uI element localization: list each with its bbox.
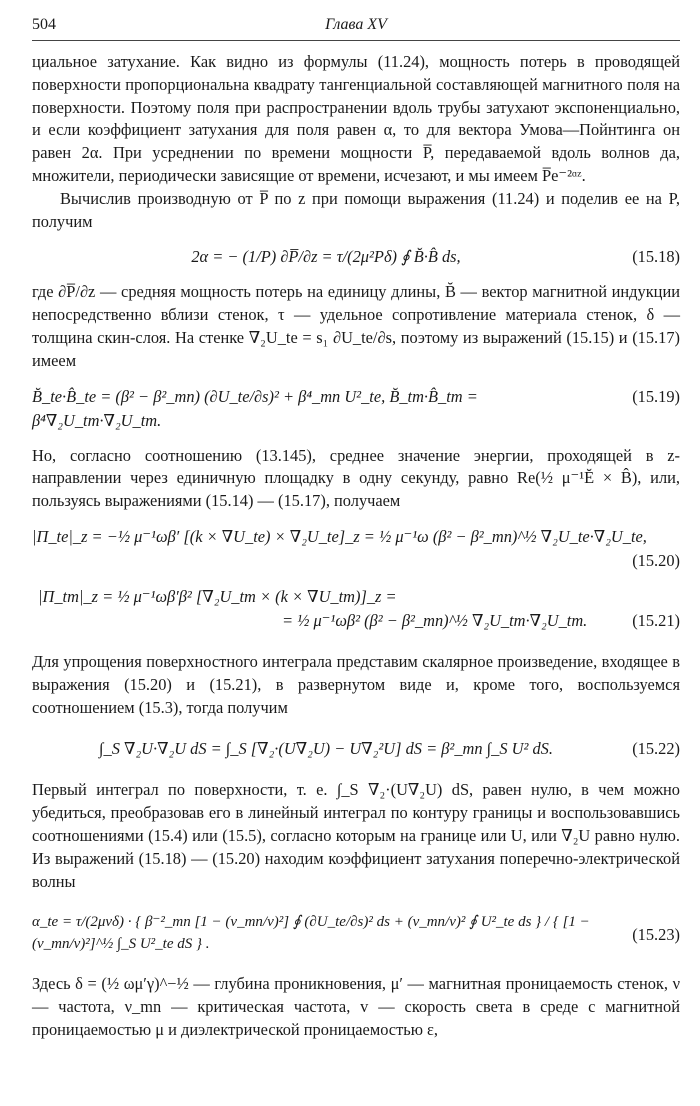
equation-number: (15.23) — [632, 925, 680, 945]
chapter-title: Глава XV — [325, 16, 387, 33]
equation-15-20 — [32, 525, 680, 573]
equation-body: ∫_S ∇₂U·∇₂U dS = ∫_S [∇₂·(U∇₂U) − U∇₂²U] dS = β²_mn ∫_S U² dS. — [99, 739, 553, 759]
equation-body: 2α = − (1/P) ∂P̅/∂z = τ/(2μ²Pδ) ∮ B̆·B̂ ds, — [191, 247, 461, 267]
running-header — [32, 14, 680, 41]
equation-body: B̆_te·B̂_te = (β² − β²_mn) (∂U_te/∂s)² + β⁴_mn U²_te, B̆_tm·B̂_tm = β⁴∇₂U_tm·∇₂U_tm. — [32, 386, 478, 430]
equation-15-23 — [32, 911, 680, 955]
paragraph-3: где ∂P̅/∂z — средняя мощность потерь на единицу длины, B̆ — вектор магнитной индукции непосредственно вблизи стенок, τ — удельное сопротивление материала стенок, δ — толщина скин-слоя. На стенке ∇₂U_te = s₁ ∂U_te/∂s, поэтому из выражений (15.15) и (15.17) имеем — [32, 282, 680, 370]
paragraph-6: Первый интеграл по поверхности, т. е. ∫_S ∇₂·(U∇₂U) dS, равен нулю, в чем можно убедиться, преобразовав его в линейный интеграл по контуру границы и воспользовавшись соотношениями (15.4) или (15.5), согласно которым на границе или U, или ∇₂U равно нулю. Из выражений (15.18) — (15.20) находим коэффициент затухания поперечно-электрической волны — [32, 780, 680, 891]
equation-15-18 — [32, 245, 680, 269]
page-number: 504 — [32, 16, 56, 33]
paragraph-7: Здесь δ = (½ ωμ′γ)^−½ — глубина проникновения, μ′ — магнитная проницаемость стенок, ν — частота, ν_mn — критическая частота, v — скорость света в среде с магнитной проницаемостью μ и диэлектрической проницаемостью ε, — [32, 974, 680, 1039]
equation-number: (15.20) — [632, 550, 680, 570]
equation-number: (15.22) — [632, 739, 680, 759]
equation-number: (15.18) — [632, 247, 680, 267]
paragraph-1: циальное затухание. Как видно из формулы (11.24), мощность потерь в проводящей поверхности пропорциональна квадрату тангенциальной составляющей магнитного поля на поверхности. Поэтому поля при распространении вдоль трубы затухают экспоненциально, и если коэффициент затухания для поля равен α, то для вектора Умова—Пойнтинга он равен 2α. При усреднении по времени мощности P̅, передаваемой вдоль волнов да, множители, периодически зависящие от времени, исчезают, и мы имеем P̅e⁻²ᵅᶻ. — [32, 52, 680, 185]
equation-number: (15.21) — [632, 610, 680, 630]
equation-15-19 — [32, 385, 680, 433]
equation-line-1: |Π_tm|_z = ½ μ⁻¹ωβ′β² [∇₂U_tm × (k × ∇U_tm)]_z = — [38, 586, 397, 606]
paragraph-5: Для упрощения поверхностного интеграла представим скалярное произведение, входящее в выражения (15.20) и (15.21), в развернутом виде и, кроме того, воспользуемся соотношением (15.3), тогда получим — [32, 651, 680, 717]
equation-body: |Π_te|_z = −½ μ⁻¹ωβ′ [(k × ∇U_te) × ∇₂U_te]_z = ½ μ⁻¹ω (β² − β²_mn)^½ ∇₂U_te·∇₂U_te, — [32, 526, 647, 546]
paragraph-4: Но, согласно соотношению (13.145), среднее значение энергии, проходящей в z-направлении через единичную площадку в одну секунду, равно Re(½ μ⁻¹Ĕ × B̂), или, пользуясь выражениями (15.14) — (15.17), получаем — [32, 445, 680, 511]
equation-number: (15.19) — [632, 386, 680, 406]
equation-body: α_te = τ/(2μvδ) · { β⁻²_mn [1 − (ν_mn/ν)²] ∮ (∂U_te/∂s)² ds + (ν_mn/ν)² ∮ U²_te ds } / { [1 − (ν_mn/ν)²]^½ ∫_S U²_te dS } . — [32, 914, 590, 953]
equation-line-2: = ½ μ⁻¹ωβ² (β² − β²_mn)^½ ∇₂U_tm·∇₂U_tm. — [282, 610, 588, 630]
equation-15-22 — [32, 737, 680, 761]
equation-15-21 — [32, 585, 680, 633]
paragraph-2: Вычислив производную от P̅ по z при помощи выражения (11.24) и поделив ее на P, получим — [32, 188, 680, 231]
book-page — [32, 14, 680, 1042]
